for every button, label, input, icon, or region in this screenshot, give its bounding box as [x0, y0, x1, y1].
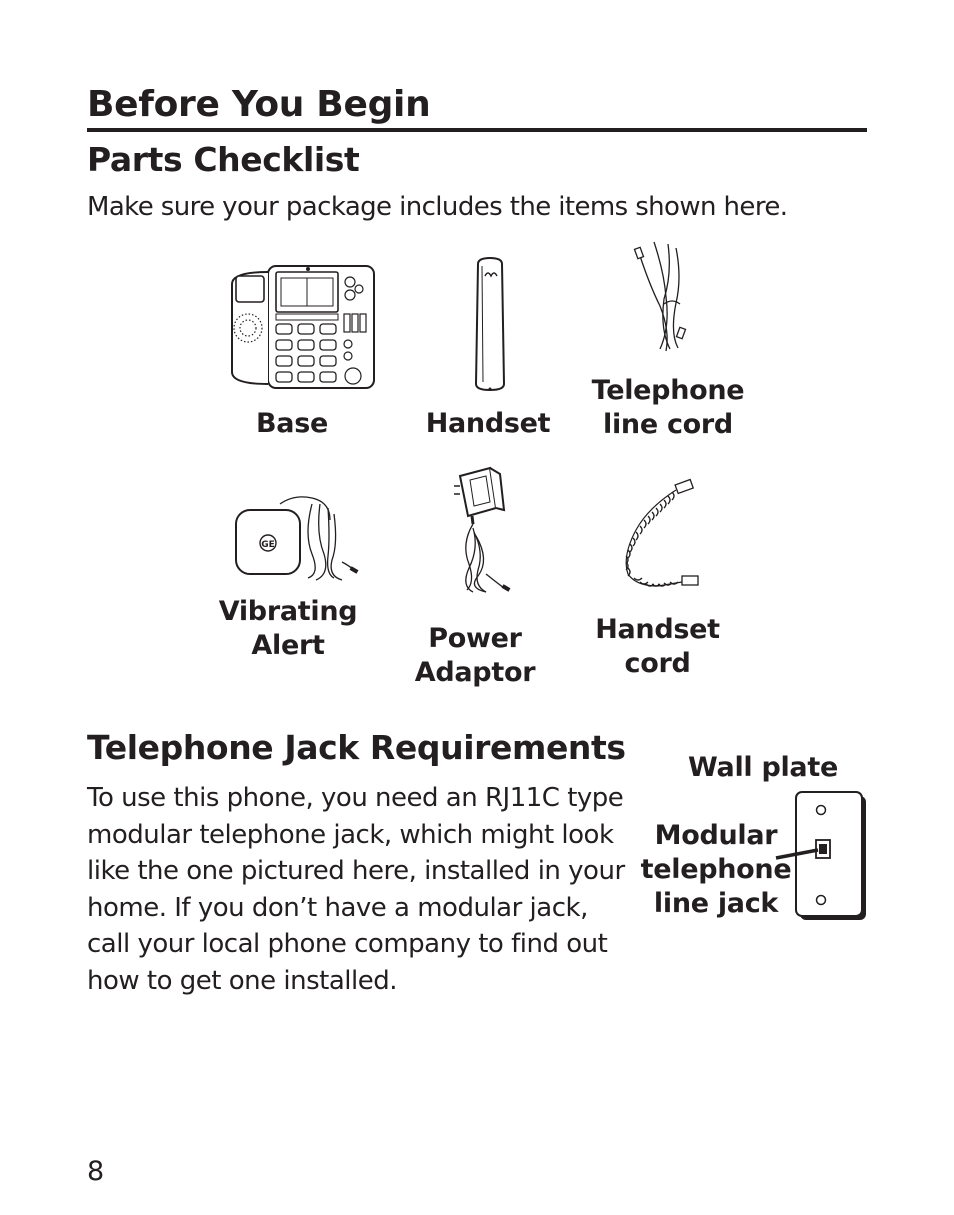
part-label-base: Base — [256, 408, 328, 439]
part-label-vibrating-alert: Vibrating Alert — [218, 596, 358, 661]
svg-text:GE: GE — [261, 540, 275, 550]
page-heading: Before You Begin — [87, 82, 867, 132]
power-adaptor-icon — [446, 462, 516, 598]
handset-icon — [470, 256, 510, 394]
wall-plate-label: Wall plate — [688, 752, 838, 783]
jack-requirements-body: To use this phone, you need an RJ11C type modular telephone jack, which might look like the one pictured here, installed in your home. If you don’t have a modular jack, call your local phone company to find out how to get one installed. — [87, 783, 625, 996]
vibrating-alert-icon — [234, 490, 362, 586]
page-number: 8 — [87, 1156, 105, 1187]
parts-intro: Make sure your package includes the items shown here. — [87, 192, 788, 222]
jack-requirements-title: Telephone Jack Requirements — [87, 728, 626, 767]
handset-cord-icon — [608, 478, 708, 598]
base-phone-icon — [228, 264, 376, 390]
telephone-line-cord-icon — [624, 238, 694, 356]
part-label-telephone-line-cord: Telephone line cord — [591, 375, 745, 440]
part-label-power-adaptor: Power Adaptor — [414, 623, 536, 688]
part-label-handset-cord: Handset cord — [595, 614, 720, 679]
part-label-handset: Handset — [425, 408, 551, 439]
parts-checklist-title: Parts Checklist — [87, 140, 360, 179]
modular-jack-label: Modular telephone line jack — [640, 820, 792, 919]
